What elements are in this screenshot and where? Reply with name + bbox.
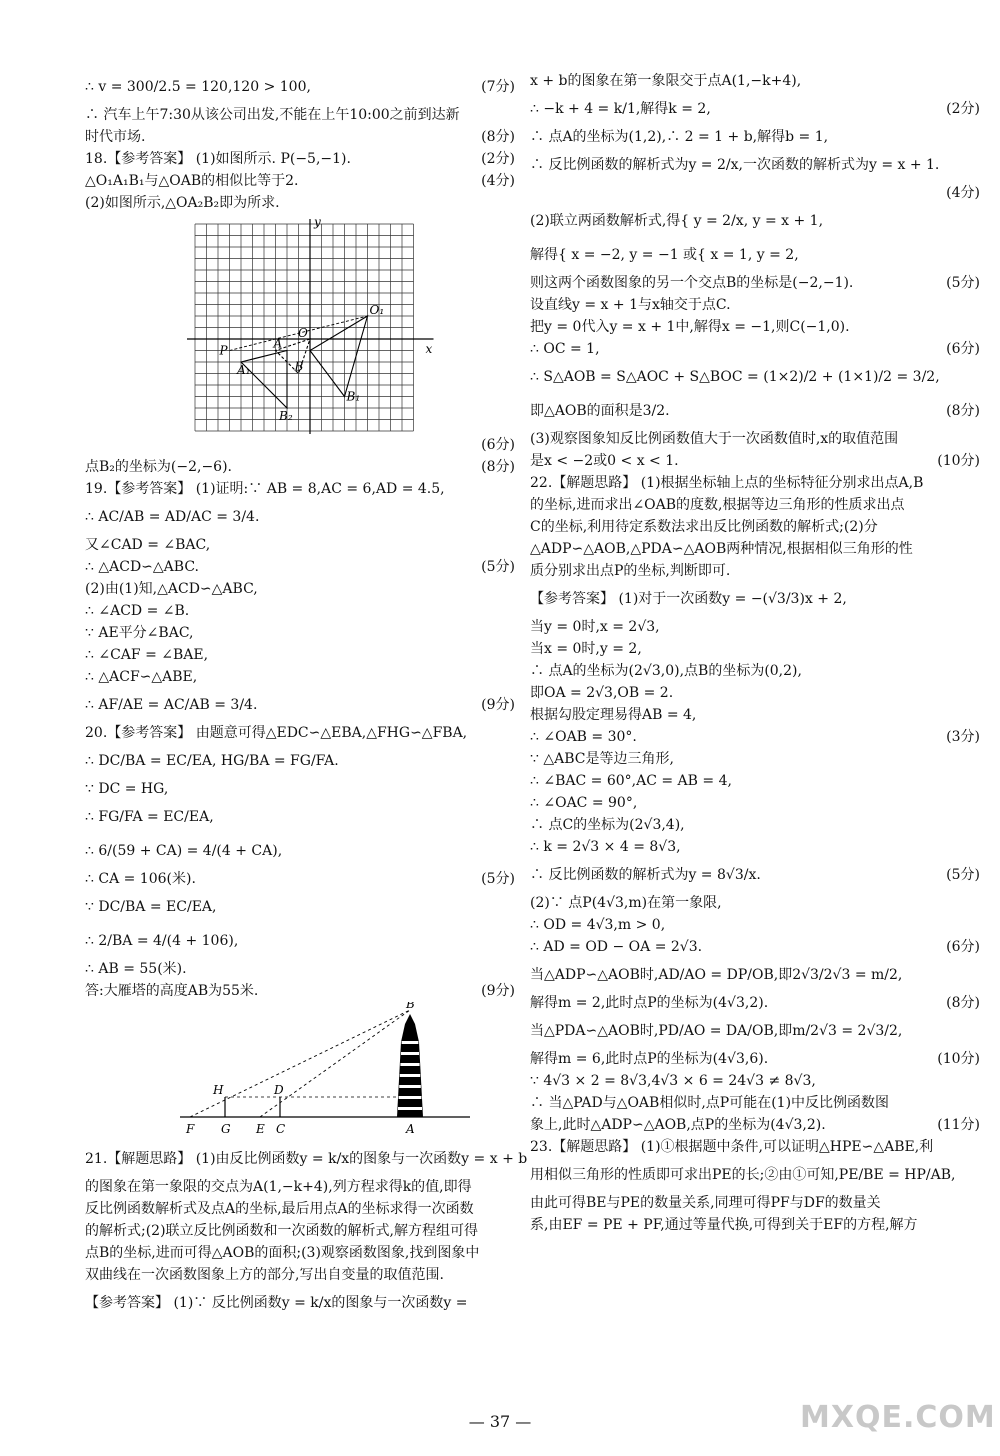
text-line (530, 660, 980, 682)
line-text: (2)∵ 点P(4√3,m)在第一象限, (530, 895, 722, 911)
line-text: 23.【解题思路】 (1)①根据题中条件,可以证明△HPE∽△ABE,利 (530, 1139, 934, 1155)
line-text: 双曲线在一次函数图象上方的部分,写出自变量的取值范围. (85, 1267, 444, 1283)
line-text: ∵ 4√3 × 2 = 8√3,4√3 × 6 = 24√3 ≠ 8√3, (530, 1073, 816, 1089)
text-line (530, 516, 980, 538)
text-line (85, 478, 515, 500)
text-line (530, 450, 980, 472)
text-line (530, 770, 980, 792)
line-text: ∴ AD = OD − OA = 2√3. (530, 939, 703, 955)
sight-line-eb (260, 1010, 410, 1117)
text-line (530, 1092, 980, 1114)
text-line (530, 148, 980, 182)
text-line (530, 1192, 980, 1214)
text-line (85, 644, 515, 666)
line-text: ∴ ∠BAC = 60°,AC = AB = 4, (530, 773, 732, 789)
text-line (85, 556, 515, 578)
text-line (85, 1286, 515, 1320)
line-text: 点B的坐标,进而可得△AOB的面积;(3)观察函数图象,找到图象中 (85, 1245, 480, 1261)
line-text: 当y = 0时,x = 2√3, (530, 619, 660, 635)
line-text: ∴ AB = 55(米). (85, 961, 187, 977)
score-mark: (3分) (946, 729, 980, 745)
text-line (85, 688, 515, 722)
pagoda-figure (85, 1002, 515, 1142)
line-text: 用相似三角形的性质即可求出PE的长;②由①可知,PE/BE = HP/AB, (530, 1167, 956, 1183)
line-text: ∴ △ACD∽△ABC. (85, 559, 199, 575)
pagoda-floor-band (399, 1096, 422, 1099)
text-line (530, 316, 980, 338)
text-line (530, 958, 980, 992)
label-f: F (186, 1122, 195, 1136)
pagoda-floor-band (402, 1041, 419, 1044)
text-line (85, 104, 515, 126)
text-line (530, 616, 980, 638)
line-text: 当x = 0时,y = 2, (530, 641, 642, 657)
line-text: ∵ DC = HG, (85, 781, 169, 797)
line-text: 当△PDA∽△AOB时,PD/AO = DA/OB,即m/2√3 = 2√3/2, (530, 1023, 903, 1039)
pagoda-floor-band (398, 1107, 422, 1110)
text-line (85, 434, 515, 456)
text-line (85, 778, 515, 800)
text-line (530, 204, 980, 238)
line-text: ∴ 2/BA = 4/(4 + 106), (85, 933, 239, 949)
line-text: ∴ 反比例函数的解析式为y = 2/x,一次函数的解析式为y = x + 1. (530, 157, 940, 173)
score-mark: (6分) (946, 939, 980, 955)
text-line (530, 238, 980, 272)
line-text: (3)观察图象知反比例函数值大于一次函数值时,x的取值范围 (530, 431, 899, 447)
score-mark: (9分) (481, 697, 515, 713)
text-line (530, 936, 980, 958)
text-line (530, 858, 980, 892)
text-line (85, 1264, 515, 1286)
line-text: 又∠CAD = ∠BAC, (85, 537, 211, 553)
x-axis-label: x (425, 342, 433, 356)
page-number: — 37 — (468, 1412, 532, 1431)
label-o: O (298, 326, 308, 340)
text-line (530, 428, 980, 450)
line-text: 点B₂的坐标为(−2,−6). (85, 459, 232, 475)
pagoda-floor-band (400, 1074, 420, 1077)
text-line (530, 836, 980, 858)
text-line (85, 1242, 515, 1264)
score-mark: (5分) (946, 275, 980, 291)
line-text: △ADP∽△AOB,△PDA∽△AOB两种情况,根据相似三角形的性 (530, 541, 913, 557)
line-text: ∴ 6/(59 + CA) = 4/(4 + CA), (85, 843, 283, 859)
line-text: ∴ −k + 4 = k/1,解得k = 2, (530, 101, 711, 117)
line-text: 时代市场. (85, 129, 146, 145)
text-line (530, 1114, 980, 1136)
text-line (530, 582, 980, 616)
text-line (530, 126, 980, 148)
line-text: ∴ AF/AE = AC/AB = 3/4. (85, 697, 258, 713)
pagoda-floor-band (401, 1052, 419, 1055)
label-e: E (256, 1122, 265, 1136)
text-line (530, 726, 980, 748)
line-text: 的图象在第一象限的交点为A(1,−k+4),列方程求得k的值,即得 (85, 1179, 472, 1195)
score-mark: (8分) (946, 995, 980, 1011)
line-text: 的坐标,进而求出∠OAB的度数,根据等边三角形的性质求出点 (530, 497, 905, 513)
left-column (85, 70, 528, 1320)
text-line (530, 538, 980, 560)
line-text: ∴ OD = 4√3,m > 0, (530, 917, 666, 933)
score-mark: (4分) (481, 173, 515, 189)
score-mark: (8分) (481, 129, 515, 145)
text-line (530, 70, 980, 92)
label-b2: B₂ (279, 409, 293, 423)
score-mark: (9分) (481, 983, 515, 999)
text-line (530, 814, 980, 836)
text-line (85, 1176, 515, 1198)
right-column (530, 70, 980, 1236)
score-mark: (11分) (937, 1117, 980, 1133)
text-line (530, 748, 980, 770)
text-line (85, 1142, 528, 1176)
line-text: ∴ 当△PAD与△OAB相似时,点P可能在(1)中反比例函数图 (530, 1095, 890, 1111)
line-text: ∵ △ABC是等边三角形, (530, 751, 674, 767)
text-line (530, 1136, 980, 1158)
text-line (85, 148, 515, 170)
line-text: ∴ ∠CAF = ∠BAE, (85, 647, 209, 663)
text-line (85, 1220, 515, 1242)
line-text: 当△ADP∽△AOB时,AD/AO = DP/OB,即2√3/2√3 = m/2, (530, 967, 903, 983)
text-line (85, 600, 515, 622)
line-text: ∴ S△AOB = S△AOC + S△BOC = (1×2)/2 + (1×1)/2 = 3/2, (530, 369, 940, 385)
score-mark: (2分) (946, 101, 980, 117)
line-text: 19.【参考答案】 (1)证明:∵ AB = 8,AC = 6,AD = 4.5, (85, 481, 445, 497)
line-text: (2)由(1)知,△ACD∽△ABC, (85, 581, 258, 597)
text-line (85, 70, 515, 104)
score-mark: (2分) (481, 151, 515, 167)
line-text: 即OA = 2√3,OB = 2. (530, 685, 674, 701)
line-text: ∴ FG/FA = EC/EA, (85, 809, 214, 825)
text-line (530, 360, 980, 394)
line-text: ∴ DC/BA = EC/EA, HG/BA = FG/FA. (85, 753, 339, 769)
line-text: ∴ 点A的坐标为(2√3,0),点B的坐标为(0,2), (530, 663, 802, 679)
line-text: ∴ k = 2√3 × 4 = 8√3, (530, 839, 681, 855)
text-line (85, 722, 515, 744)
label-o1: O₁ (369, 303, 385, 317)
text-line (530, 704, 980, 726)
text-line (530, 272, 980, 294)
line-text: 即△AOB的面积是3/2. (530, 403, 670, 419)
text-line (85, 666, 515, 688)
line-text: 是x < −2或0 < x < 1. (530, 453, 679, 469)
score-mark: (7分) (481, 79, 515, 95)
line-text: C的坐标,利用待定系数法求出反比例函数的解析式;(2)分 (530, 519, 878, 535)
label-a: A (406, 1122, 415, 1136)
line-text: ∴ ∠OAB = 30°. (530, 729, 637, 745)
label-g: G (221, 1122, 231, 1136)
label-h: H (213, 1083, 224, 1097)
text-line (85, 924, 515, 958)
line-text: 18.【参考答案】 (1)如图所示. P(−5,−1). (85, 151, 351, 167)
text-line (530, 182, 980, 204)
line-text: (2)如图所示,△OA₂B₂即为所求. (85, 195, 280, 211)
text-line (85, 622, 515, 644)
label-p: P (219, 343, 228, 358)
line-text: 把y = 0代入y = x + 1中,解得x = −1,则C(−1,0). (530, 319, 850, 335)
label-b: B (294, 359, 304, 374)
line-text: ∴ △ACF∽△ABE, (85, 669, 198, 685)
text-line (530, 992, 980, 1014)
line-text: 由此可得BE与PE的数量关系,同理可得PF与DF的数量关 (530, 1195, 881, 1211)
label-c: C (276, 1122, 286, 1136)
text-line (85, 192, 515, 214)
line-text: 象上,此时△ADP∽△AOB,点P的坐标为(4√3,2). (530, 1117, 826, 1133)
line-text: 解得{ x = −2, y = −1 或{ x = 1, y = 2, (530, 247, 799, 263)
text-line (530, 338, 980, 360)
text-line (85, 834, 515, 868)
line-text: ∴ v = 300/2.5 = 120,120 > 100, (85, 79, 311, 95)
line-text: ∴ AC/AB = AD/AC = 3/4. (85, 509, 260, 525)
line-text: 【参考答案】 (1)对于一次函数y = −(√3/3)x + 2, (530, 591, 847, 607)
score-mark: (8分) (481, 459, 515, 475)
pagoda-floor-band (399, 1085, 421, 1088)
line-text: 质分别求出点P的坐标,判断即可. (530, 563, 731, 579)
line-text: 设直线y = x + 1与x轴交于点C. (530, 297, 731, 313)
score-mark: (6分) (946, 341, 980, 357)
text-line (530, 1048, 980, 1070)
line-text: 系,由EF = PE + PF,通过等量代换,可得到关于EF的方程,解方 (530, 1217, 918, 1233)
score-mark: (5分) (481, 559, 515, 575)
label-a1: A₁ (237, 363, 251, 377)
coordinate-grid (85, 214, 515, 434)
line-text: ∴ 点C的坐标为(2√3,4), (530, 817, 685, 833)
text-line (85, 534, 515, 556)
line-text: 反比例函数解析式及点A的坐标,最后用点A的坐标求得一次函数 (85, 1201, 474, 1217)
line-text: △O₁A₁B₁与△OAB的相似比等于2. (85, 173, 299, 189)
text-line (85, 868, 515, 890)
line-text: ∴ 点A的坐标为(1,2),∴ 2 = 1 + b,解得b = 1, (530, 129, 829, 145)
score-mark: (10分) (937, 453, 980, 469)
text-line (530, 1158, 980, 1192)
score-mark: (10分) (937, 1051, 980, 1067)
text-line (530, 472, 980, 494)
line-text: 则这两个函数图象的另一个交点B的坐标是(−2,−1). (530, 275, 854, 291)
text-line (85, 456, 515, 478)
text-line (85, 800, 515, 834)
text-line (530, 638, 980, 660)
line-text: 22.【解题思路】 (1)根据坐标轴上点的坐标特征分别求出点A,B (530, 475, 924, 491)
line-text: (2)联立两函数解析式,得{ y = 2/x, y = x + 1, (530, 213, 824, 229)
score-mark: (5分) (946, 867, 980, 883)
text-line (530, 394, 980, 428)
text-line (85, 980, 515, 1002)
watermark: MXQE.COM (800, 1400, 996, 1435)
text-line (530, 792, 980, 814)
score-mark: (6分) (481, 437, 515, 453)
score-mark: (5分) (481, 871, 515, 887)
line-text: ∴ ∠ACD = ∠B. (85, 603, 190, 619)
text-line (530, 914, 980, 936)
text-line (85, 578, 515, 600)
line-text: ∴ 反比例函数的解析式为y = 8√3/x. (530, 867, 761, 883)
text-line (85, 958, 515, 980)
text-line (530, 92, 980, 126)
pagoda-diagram (85, 1002, 515, 1142)
text-line (530, 560, 980, 582)
line-text: ∴ OC = 1, (530, 341, 600, 357)
score-mark: (4分) (946, 185, 980, 201)
label-d: D (274, 1083, 284, 1097)
line-text: 根据勾股定理易得AB = 4, (530, 707, 697, 723)
text-line (85, 890, 515, 924)
label-a: A (273, 336, 283, 351)
label-b: B (406, 1002, 415, 1011)
line-text: ∴ CA = 106(米). (85, 871, 196, 887)
line-text: x + b的图象在第一象限交于点A(1,−k+4), (530, 73, 802, 89)
text-line (530, 1070, 980, 1092)
line-text: 20.【参考答案】 由题意可得△EDC∽△EBA,△FHG∽△FBA, (85, 725, 468, 741)
text-line (85, 1198, 515, 1220)
text-line (530, 1214, 980, 1236)
sight-line-fb (190, 1010, 410, 1117)
text-line (530, 892, 980, 914)
text-line (530, 682, 980, 704)
text-line (85, 170, 515, 192)
text-line (85, 500, 515, 534)
line-text: ∵ DC/BA = EC/EA, (85, 899, 217, 915)
text-line (530, 1014, 980, 1048)
line-text: ∴ 汽车上午7:30从该公司出发,不能在上午10:00之前到达新 (85, 107, 460, 123)
text-line (85, 744, 515, 778)
line-text: 的解析式;(2)联立反比例函数和一次函数的解析式,解方程组可得 (85, 1223, 478, 1239)
line-text: 解得m = 2,此时点P的坐标为(4√3,2). (530, 995, 769, 1011)
y-axis-label: y (314, 215, 321, 229)
line-text: 解得m = 6,此时点P的坐标为(4√3,6). (530, 1051, 769, 1067)
line-text: 答:大雁塔的高度AB为55米. (85, 983, 259, 999)
label-b1: B₁ (346, 389, 361, 404)
line-text: ∴ ∠OAC = 90°, (530, 795, 638, 811)
score-mark: (8分) (946, 403, 980, 419)
line-text: 21.【解题思路】 (1)由反比例函数y = k/x的图象与一次函数y = x + b (85, 1151, 528, 1167)
text-line (530, 294, 980, 316)
text-line (85, 126, 515, 148)
line-text: 【参考答案】 (1)∵ 反比例函数y = k/x的图象与一次函数y = (85, 1295, 468, 1311)
text-line (530, 494, 980, 516)
line-text: ∵ AE平分∠BAC, (85, 625, 194, 641)
pagoda-floor-band (400, 1063, 419, 1066)
coordinate-grid-figure (85, 214, 515, 434)
